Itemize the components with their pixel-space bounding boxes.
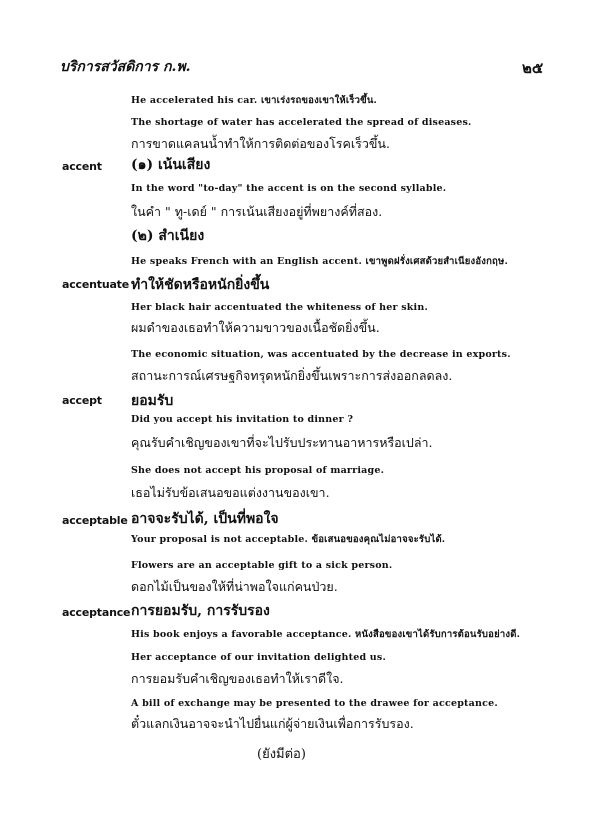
example-english: He accelerated his car. เขาเร่งรถของเขาให้เร็วขึ้น. — [131, 95, 378, 106]
example-english: Flowers are an acceptable gift to a sick person. — [131, 560, 393, 571]
example-english: Did you accept his invitation to dinner ? — [131, 414, 354, 425]
example-english: She does not accept his proposal of marriage. — [131, 465, 385, 476]
continued-note: (ยังมีต่อ) — [257, 747, 306, 762]
example-english: In the word "to-day" the accent is on the second syllable. — [131, 183, 447, 194]
headword-acceptance: acceptance — [62, 606, 131, 619]
definition-thai: (๒) สำเนียง — [131, 228, 205, 244]
example-english: Your proposal is not acceptable. ข้อเสนอของคุณไม่อาจจะรับได้. — [131, 534, 446, 545]
example-english: The shortage of water has accelerated the spread of diseases. — [131, 117, 472, 128]
definition-thai: (๑) เน้นเสียง — [131, 157, 211, 173]
headword-accept: accept — [62, 394, 102, 407]
example-thai: ในคำ " ทู-เดย์ " การเน้นเสียงอยู่ที่พยางค์ที่สอง. — [131, 204, 383, 219]
example-english: A bill of exchange may be presented to the drawee for acceptance. — [131, 698, 498, 709]
example-thai: การขาดแคลนน้ำทำให้การติดต่อของโรคเร็วขึ้น. — [131, 136, 390, 151]
definition-thai: อาจจะรับได้, เป็นที่พอใจ — [131, 511, 279, 527]
example-thai: ดอกไม้เป็นของให้ที่น่าพอใจแก่คนป่วย. — [131, 579, 338, 594]
example-thai: การยอมรับคำเชิญของเธอทำให้เราดีใจ. — [131, 671, 344, 686]
definition-thai: การยอมรับ, การรับรอง — [131, 603, 270, 619]
page-header-title: บริการสวัสดิการ ก.พ. — [60, 59, 191, 75]
example-thai: ตั๋วแลกเงินอาจจะนำไปยื่นแก่ผู้จ่ายเงินเพื่อการรับรอง. — [131, 716, 414, 731]
headword-accent: accent — [62, 160, 102, 173]
definition-thai: ยอมรับ — [131, 393, 174, 409]
example-english: Her black hair accentuated the whiteness of her skin. — [131, 302, 428, 313]
headword-acceptable: acceptable — [62, 514, 128, 527]
example-english: His book enjoys a favorable acceptance. หนังสือของเขาได้รับการต้อนรับอย่างดี. — [131, 629, 521, 640]
headword-accentuate: accentuate — [62, 278, 129, 291]
definition-thai: ทำให้ชัดหรือหนักยิ่งขึ้น — [131, 277, 270, 293]
page-number: ๒๕ — [522, 59, 544, 77]
example-english: Her acceptance of our invitation delighted us. — [131, 652, 386, 663]
example-english: The economic situation, was accentuated by the decrease in exports. — [131, 349, 511, 360]
example-thai: เธอไม่รับข้อเสนอขอแต่งงานของเขา. — [131, 485, 330, 500]
example-english: He speaks French with an English accent. เขาพูดฝรั่งเศสด้วยสำเนียงอังกฤษ. — [131, 256, 508, 267]
example-thai: ผมดำของเธอทำให้ความขาวของเนื้อชัดยิ่งขึ้น. — [131, 320, 380, 335]
example-thai: คุณรับคำเชิญของเขาที่จะไปรับประทานอาหารหรือเปล่า. — [131, 435, 433, 450]
example-thai: สถานะการณ์เศรษฐกิจทรุดหนักยิ่งขึ้นเพราะการส่งออกลดลง. — [131, 368, 453, 383]
